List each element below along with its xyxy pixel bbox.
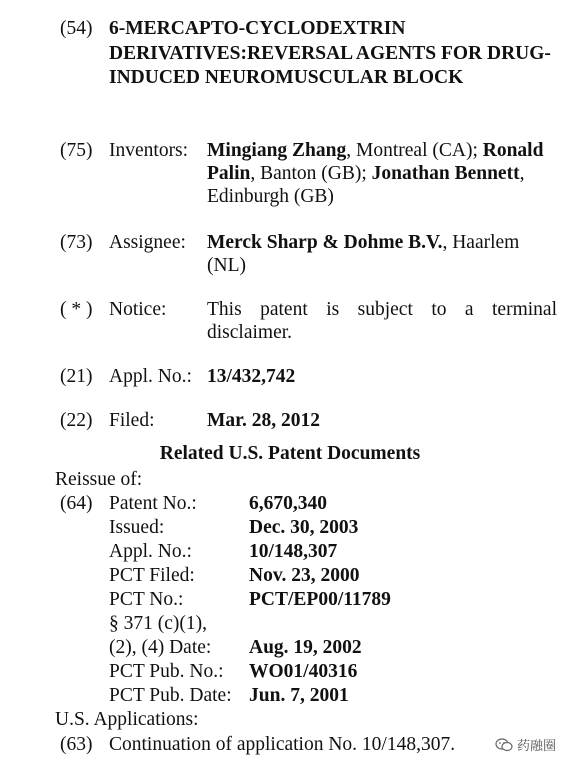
inventor-name: Jonathan Bennett (371, 163, 520, 184)
reissue-row-label: PCT No.: (109, 589, 184, 610)
notice-code: ( * ) (60, 299, 93, 320)
inventors-code: (75) (60, 140, 93, 161)
reissue-row-value: WO01/40316 (249, 661, 358, 682)
filed-code: (22) (60, 410, 93, 431)
filed-label: Filed: (109, 410, 155, 431)
reissue-row-label: PCT Pub. No.: (109, 661, 224, 682)
patent-title: 6-MERCAPTO-CYCLODEXTRIN DERIVATIVES:REVERSAL AGENTS FOR DRUG-INDUCED NEUROMUSCULAR BLOCK (109, 18, 551, 88)
inventor-location: , Edinburgh (GB) (207, 163, 525, 207)
notice-label: Notice: (109, 299, 167, 320)
appl-no-label: Appl. No.: (109, 366, 192, 387)
reissue-row-value: 6,670,340 (249, 493, 327, 514)
watermark-text: 药融圈 (516, 739, 556, 754)
reissue-heading: Reissue of: (55, 469, 143, 490)
reissue-row-value: Nov. 23, 2000 (249, 565, 360, 586)
filed-value: Mar. 28, 2012 (207, 410, 321, 431)
reissue-row-label: PCT Filed: (109, 565, 195, 586)
assignee-code: (73) (60, 232, 93, 253)
reissue-row-label: PCT Pub. Date: (109, 685, 232, 706)
assignee-name: Merck Sharp & Dohme B.V. (207, 232, 443, 253)
wechat-icon (495, 738, 513, 752)
reissue-row-label: (2), (4) Date: (109, 637, 212, 658)
title-code: (54) (60, 18, 93, 39)
assignee-location: , Haarlem (NL) (207, 232, 520, 276)
inventor-location: , Banton (GB); (250, 163, 367, 184)
us-applications-code: (63) (60, 734, 93, 755)
reissue-row-label: Appl. No.: (109, 541, 192, 562)
reissue-row-label: Issued: (109, 517, 165, 538)
inventors-label: Inventors: (109, 140, 189, 161)
reissue-row-value: Jun. 7, 2001 (249, 685, 349, 706)
reissue-row-label: Patent No.: (109, 493, 197, 514)
reissue-row-value: PCT/EP00/11789 (249, 589, 391, 610)
watermark (495, 735, 556, 754)
assignee-label: Assignee: (109, 232, 186, 253)
notice-text: This patent is subject to a terminal disclaimer. (207, 299, 557, 343)
reissue-row-value: 10/148,307 (249, 541, 338, 562)
inventors-value (207, 139, 559, 208)
inventor-name: Ronald Palin (207, 140, 544, 184)
related-documents-heading: Related U.S. Patent Documents (159, 443, 421, 464)
inventor-name: Mingiang Zhang (207, 140, 347, 161)
appl-no-value: 13/432,742 (207, 366, 296, 387)
assignee-value (207, 231, 547, 277)
inventor-location: , Montreal (CA); (346, 140, 478, 161)
reissue-row-value: Dec. 30, 2003 (249, 517, 359, 538)
us-applications-heading: U.S. Applications: (55, 709, 199, 730)
reissue-code: (64) (60, 493, 93, 514)
us-applications-text: Continuation of application No. 10/148,307. (109, 734, 456, 755)
reissue-row-label: § 371 (c)(1), (109, 613, 208, 634)
reissue-row-value: Aug. 19, 2002 (249, 637, 362, 658)
appl-no-code: (21) (60, 366, 93, 387)
